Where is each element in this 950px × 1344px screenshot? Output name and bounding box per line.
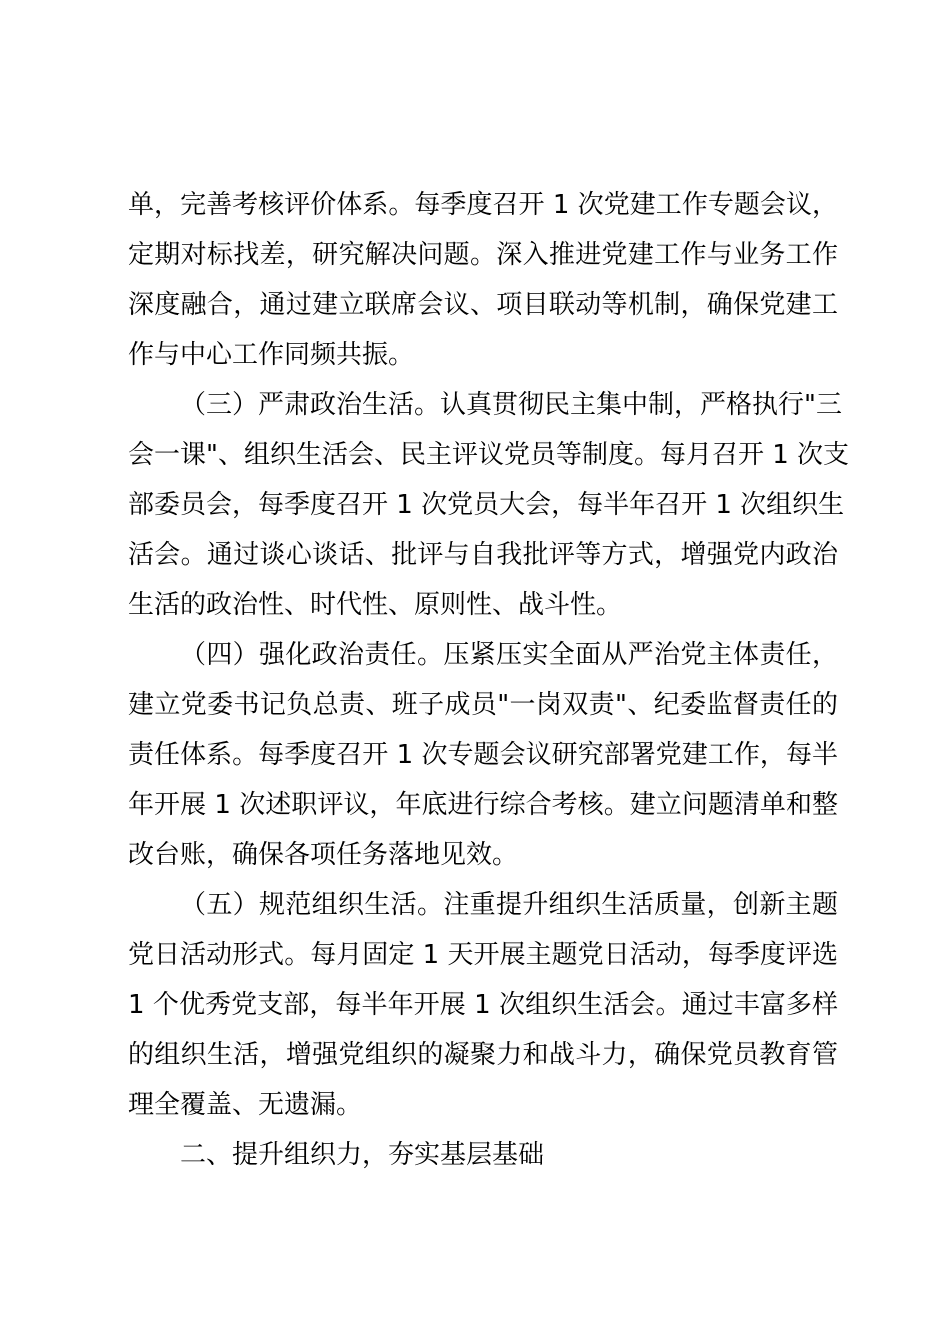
text-line: 改台账，确保各项任务落地见效。 [128,840,519,870]
text-line: 的组织生活，增强党组织的凝聚力和战斗力，确保党员教育管 [128,1040,838,1070]
text-line: 建立党委书记负总责、班子成员"一岗双责"、纪委监督责任的 [128,690,838,720]
paragraph-3-first-line: （三）严肃政治生活。认真贯彻民主集中制，严格执行"三 [180,390,842,420]
section-heading: 二、提升组织力，夯实基层基础 [180,1140,545,1170]
text-line: 单，完善考核评价体系。每季度召开 1 次党建工作专题会议， [128,190,838,220]
text-line: 1 个优秀党支部，每半年开展 1 次组织生活会。通过丰富多样 [128,990,838,1020]
paragraph-5-first-line: （五）规范组织生活。注重提升组织生活质量，创新主题 [180,890,838,920]
text-line: 会一课"、组织生活会、民主评议党员等制度。每月召开 1 次支 [128,440,850,470]
text-line: 活会。通过谈心谈话、批评与自我批评等方式，增强党内政治 [128,540,838,570]
text-line: 责任体系。每季度召开 1 次专题会议研究部署党建工作，每半 [128,740,838,770]
text-line: 部委员会，每季度召开 1 次党员大会，每半年召开 1 次组织生 [128,490,845,520]
text-line: 定期对标找差，研究解决问题。深入推进党建工作与业务工作 [128,240,838,270]
text-line: 深度融合，通过建立联席会议、项目联动等机制，确保党建工 [128,290,838,320]
text-line: 年开展 1 次述职评议，年底进行综合考核。建立问题清单和整 [128,790,838,820]
paragraph-4-first-line: （四）强化政治责任。压紧压实全面从严治党主体责任， [180,640,838,670]
text-line: 作与中心工作同频共振。 [128,340,415,370]
text-line: 生活的政治性、时代性、原则性、战斗性。 [128,590,623,620]
text-line: 理全覆盖、无遗漏。 [128,1090,363,1120]
text-line: 党日活动形式。每月固定 1 天开展主题党日活动，每季度评选 [128,940,838,970]
